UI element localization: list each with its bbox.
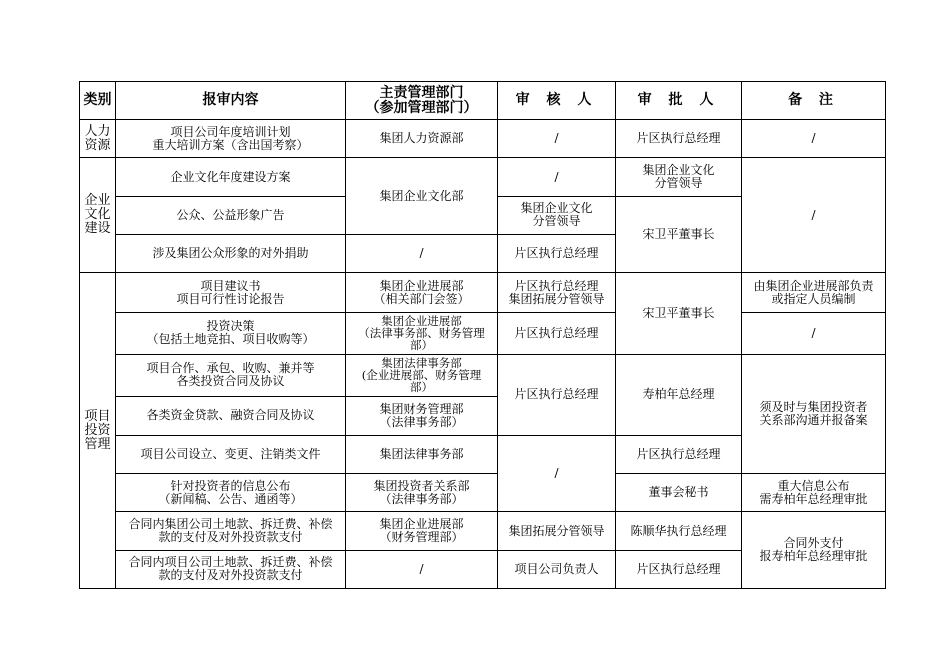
cell-content: 项目公司设立、变更、注销类文件 (116, 436, 346, 474)
cell-reviewer: / (498, 120, 616, 158)
table-row (80, 512, 886, 550)
cell-department: / (346, 234, 498, 272)
cell-remark: / (742, 313, 886, 354)
cell-department: 集团人力资源部 (346, 120, 498, 158)
table-row (80, 273, 886, 313)
cell-approver: 集团企业文化 分管领导 (616, 158, 742, 196)
cell-content: 企业文化年度建设方案 (116, 158, 346, 196)
cell-reviewer: 集团企业文化 分管领导 (498, 196, 616, 234)
cell-content: 涉及集团公众形象的对外捐助 (116, 234, 346, 272)
table-row (80, 354, 886, 396)
header-remark: 备 注 (742, 82, 886, 120)
cell-department: 集团企业文化部 (346, 158, 498, 234)
cell-reviewer: 片区执行总经理 (498, 313, 616, 354)
table-row (80, 474, 886, 512)
cell-approver: 陈顺华执行总经理 (616, 512, 742, 550)
cell-department: 集团企业进展部 （相关部门会签） (346, 273, 498, 313)
category-investment: 项目 投资 管理 (80, 273, 116, 589)
cell-approver: 董事会秘书 (616, 474, 742, 512)
cell-department: 集团投资者关系部 （法律事务部） (346, 474, 498, 512)
cell-remark: 合同外支付 报寿柏年总经理审批 (742, 512, 886, 589)
cell-department: 集团企业进展部 （财务管理部） (346, 512, 498, 550)
cell-approver: 片区执行总经理 (616, 120, 742, 158)
category-culture: 企业 文化 建设 (80, 158, 116, 273)
cell-reviewer: 项目公司负责人 (498, 550, 616, 588)
cell-content: 各类资金贷款、融资合同及协议 (116, 396, 346, 435)
cell-reviewer: 集团拓展分管领导 (498, 512, 616, 550)
cell-remark: 须及时与集团投资者 关系部沟通并报备案 (742, 354, 886, 474)
cell-content: 项目公司年度培训计划 重大培训方案（含出国考察） (116, 120, 346, 158)
cell-remark: / (742, 158, 886, 273)
cell-department: 集团企业进展部 （法律事务部、财务管理 部） (346, 313, 498, 354)
cell-department: / (346, 550, 498, 588)
cell-remark: 重大信息公布 需寿柏年总经理审批 (742, 474, 886, 512)
table-row (80, 120, 886, 158)
cell-content: 针对投资者的信息公布 （新闻稿、公告、通函等） (116, 474, 346, 512)
header-category: 类别 (80, 82, 116, 120)
category-hr: 人力 资源 (80, 120, 116, 158)
cell-content: 合同内项目公司土地款、拆迁费、补偿 款的支付及对外投资款支付 (116, 550, 346, 588)
cell-content: 公众、公益形象广告 (116, 196, 346, 234)
header-content: 报审内容 (116, 82, 346, 120)
table-row (80, 158, 886, 196)
approval-authority-table (79, 81, 886, 589)
cell-approver: 片区执行总经理 (616, 436, 742, 474)
header-department: 主责管理部门 （参加管理部门） (346, 82, 498, 120)
cell-department: 集团法律事务部 (企业进展部、财务管理 部） (346, 354, 498, 396)
cell-remark: 由集团企业进展部负责 或指定人员编制 (742, 273, 886, 313)
cell-approver: 片区执行总经理 (616, 550, 742, 588)
cell-approver: 宋卫平董事长 (616, 273, 742, 354)
cell-approver: 寿柏年总经理 (616, 354, 742, 435)
cell-content: 项目合作、承包、收购、兼并等 各类投资合同及协议 (116, 354, 346, 396)
header-reviewer: 审 核 人 (498, 82, 616, 120)
table-row (80, 313, 886, 354)
cell-approver: 宋卫平董事长 (616, 196, 742, 272)
header-approver: 审 批 人 (616, 82, 742, 120)
cell-content: 投资决策 （包括土地竞拍、项目收购等） (116, 313, 346, 354)
cell-department: 集团财务管理部 （法律事务部） (346, 396, 498, 435)
cell-remark: / (742, 120, 886, 158)
cell-department: 集团法律事务部 (346, 436, 498, 474)
cell-reviewer: 片区执行总经理 集团拓展分管领导 (498, 273, 616, 313)
cell-reviewer: 片区执行总经理 (498, 234, 616, 272)
cell-reviewer: / (498, 436, 616, 512)
cell-content: 项目建议书 项目可行性讨论报告 (116, 273, 346, 313)
cell-reviewer: 片区执行总经理 (498, 354, 616, 435)
table-header-row (80, 82, 886, 120)
cell-content: 合同内集团公司土地款、拆迁费、补偿 款的支付及对外投资款支付 (116, 512, 346, 550)
cell-reviewer: / (498, 158, 616, 196)
